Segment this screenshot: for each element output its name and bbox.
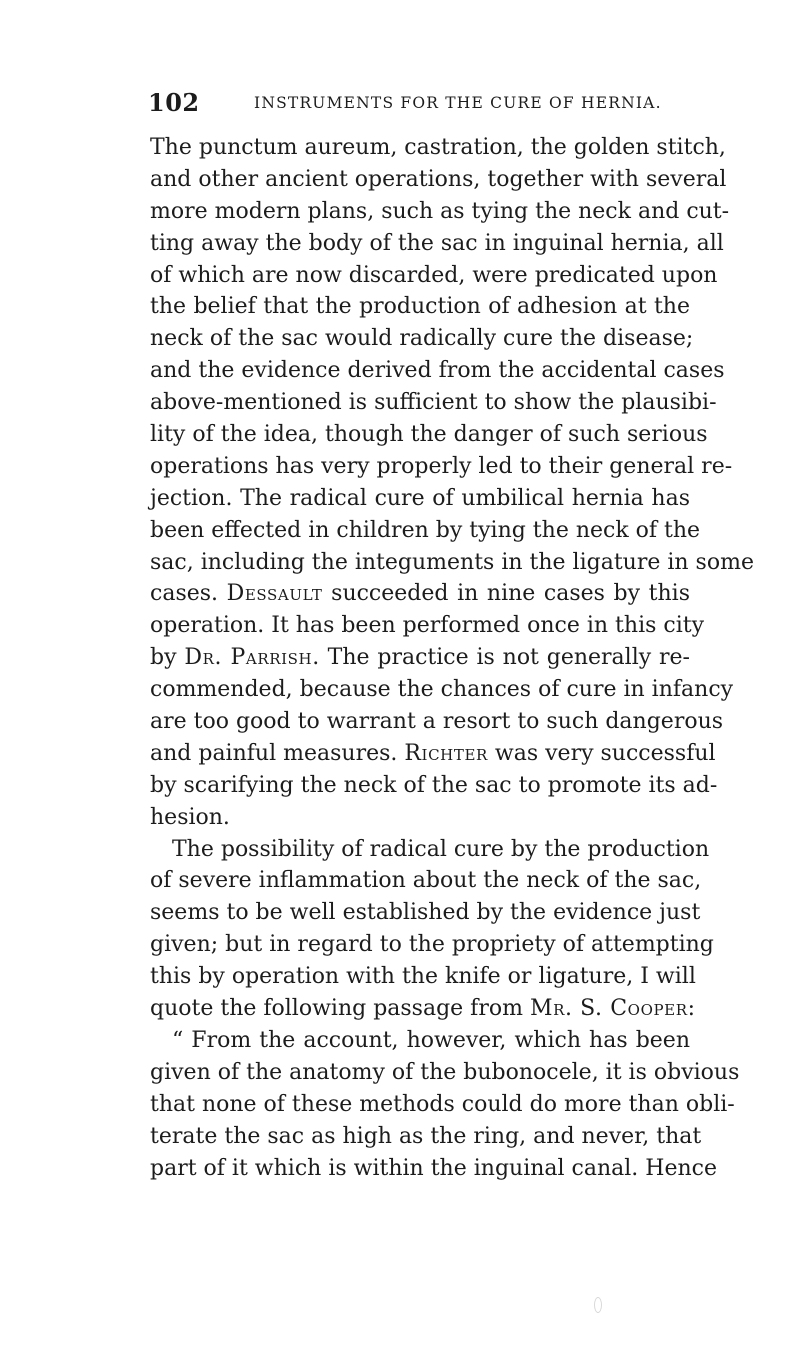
text-line: of which are now discarded, were predicated upon [150, 262, 718, 288]
text-line: are too good to warrant a resort to such dangerous [150, 709, 724, 735]
running-title: INSTRUMENTS FOR THE CURE OF HERNIA. [254, 94, 662, 112]
text-span: and painful measures. [150, 740, 398, 766]
text-span: succeeded in nine cases by this [331, 581, 690, 607]
text-span: was very successful [494, 740, 716, 766]
text-line: lity of the idea, though the danger of such serious [150, 422, 708, 448]
author-name: Dr. Parrish. [184, 645, 320, 671]
text-line: part of it which is within the inguinal canal. Hence [150, 1155, 718, 1181]
text-line [150, 642, 690, 674]
text-line: jection. The radical cure of umbilical hernia has [150, 485, 690, 511]
text-line: hesion. [150, 804, 230, 830]
text-line: The punctum aureum, castration, the golden stitch, [150, 135, 726, 160]
text-line: operation. It has been performed once in this city [150, 613, 705, 639]
text-line: that none of these methods could do more than obli- [150, 1091, 735, 1117]
text-line: and the evidence derived from the accidental cases [150, 358, 725, 384]
text-line: more modern plans, such as tying the neck and cut- [150, 198, 730, 224]
text-line: terate the sac as high as the ring, and never, that [150, 1123, 702, 1149]
paper-smudge [594, 1297, 602, 1313]
text-line: and other ancient operations, together with several [150, 166, 727, 192]
text-line [150, 738, 716, 770]
text-line: neck of the sac would radically cure the disease; [150, 326, 694, 352]
text-line: seems to be well established by the evidence just [150, 900, 701, 926]
page-number: 102 [148, 88, 200, 117]
author-name: Richter [404, 740, 488, 766]
text-line [150, 993, 696, 1025]
text-span: by [150, 645, 177, 671]
running-header [148, 88, 688, 116]
text-line: by scarifying the neck of the sac to promote its ad- [150, 772, 718, 798]
author-name: Mr. S. Cooper [529, 996, 688, 1022]
text-span: quote the following passage from [150, 996, 523, 1022]
text-line [150, 578, 690, 610]
author-name: Dessault [226, 581, 323, 607]
text-line: this by operation with the knife or ligature, I will [150, 964, 696, 990]
text-line: given of the anatomy of the bubonocele, it is obvious [150, 1059, 740, 1085]
text-line: The possibility of radical cure by the production [172, 836, 710, 862]
text-line: ting away the body of the sac in inguinal hernia, all [150, 230, 724, 256]
text-line: given; but in regard to the propriety of attempting [150, 932, 714, 958]
text-line: of severe inflammation about the neck of the sac, [150, 868, 702, 894]
text-line: been effected in children by tying the neck of the [150, 517, 701, 543]
text-span: The practice is not generally re- [327, 645, 690, 671]
text-span: cases. [150, 581, 219, 607]
text-line: commended, because the chances of cure in infancy [150, 677, 734, 703]
text-line: operations has very properly led to their general re- [150, 453, 733, 479]
text-line: “ From the account, however, which has been [172, 1027, 690, 1053]
text-line: sac, including the integuments in the ligature in some [150, 549, 754, 575]
text-line: the belief that the production of adhesion at the [150, 294, 690, 320]
text-span: : [687, 996, 696, 1022]
text-line: above-mentioned is sufficient to show the plausibi- [150, 390, 717, 416]
body-text [150, 132, 754, 1184]
